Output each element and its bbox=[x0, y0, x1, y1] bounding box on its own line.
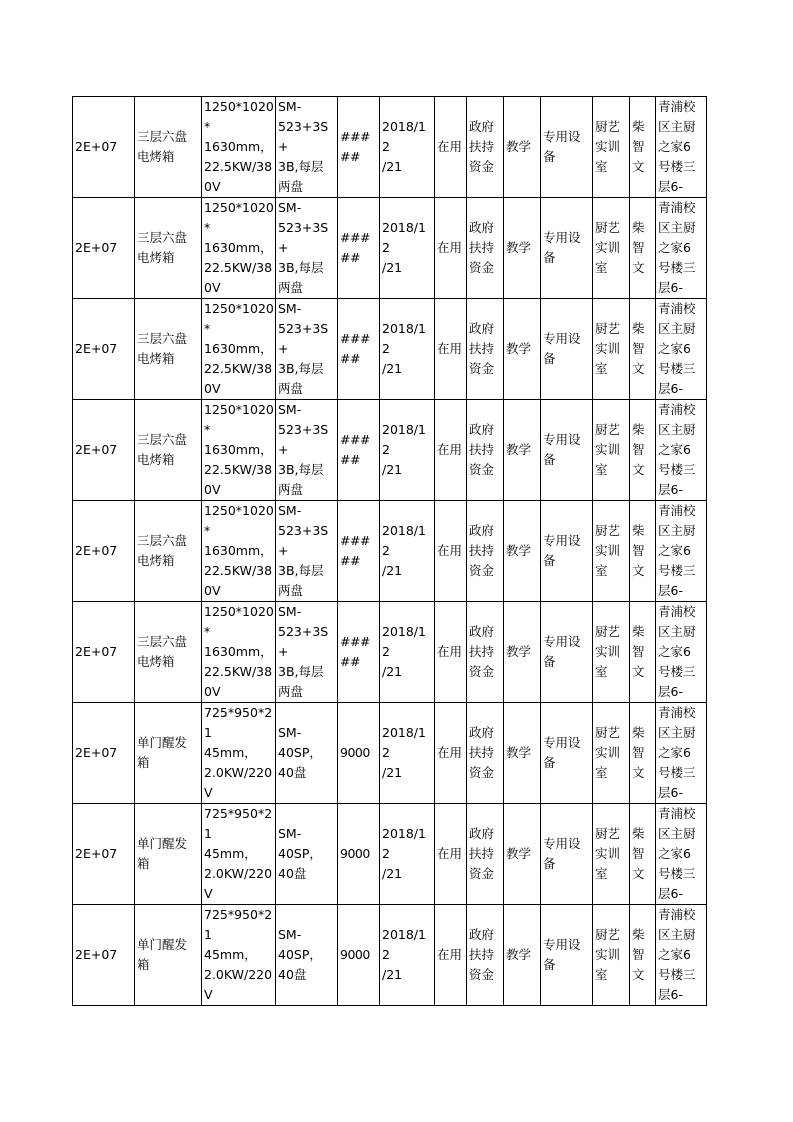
usage-cell: 教学 bbox=[504, 97, 541, 198]
table-row bbox=[73, 501, 707, 602]
status-cell: 在用 bbox=[435, 703, 467, 804]
category-cell: 专用设 备 bbox=[541, 804, 593, 905]
category-cell: 专用设 备 bbox=[541, 905, 593, 1006]
asset-name-cell: 三层六盘 电烤箱 bbox=[135, 400, 202, 501]
spec-cell: 1250*1020* 1630mm， 22.5KW/38 0V bbox=[202, 198, 276, 299]
fund-source-cell: 政府 扶持 资金 bbox=[467, 400, 504, 501]
category-cell: 专用设 备 bbox=[541, 501, 593, 602]
model-cell: SM- 40SP， 40盘 bbox=[276, 703, 338, 804]
model-cell: SM- 523+3S+ 3B,每层 两盘 bbox=[276, 299, 338, 400]
status-cell: 在用 bbox=[435, 602, 467, 703]
category-cell: 专用设 备 bbox=[541, 602, 593, 703]
status-cell: 在用 bbox=[435, 97, 467, 198]
category-cell: 专用设 备 bbox=[541, 703, 593, 804]
usage-cell: 教学 bbox=[504, 400, 541, 501]
amount-cell: ##### bbox=[338, 97, 380, 198]
fund-source-cell: 政府 扶持 资金 bbox=[467, 804, 504, 905]
asset-code-cell: 2E+07 bbox=[73, 299, 135, 400]
asset-code-cell: 2E+07 bbox=[73, 602, 135, 703]
custodian-cell: 柴 智 文 bbox=[630, 198, 656, 299]
fund-source-cell: 政府 扶持 资金 bbox=[467, 602, 504, 703]
table-body bbox=[73, 97, 707, 1006]
amount-cell: ##### bbox=[338, 299, 380, 400]
model-cell: SM- 523+3S+ 3B,每层 两盘 bbox=[276, 602, 338, 703]
status-cell: 在用 bbox=[435, 905, 467, 1006]
department-cell: 厨艺 实训 室 bbox=[593, 198, 630, 299]
asset-name-cell: 三层六盘 电烤箱 bbox=[135, 501, 202, 602]
table-row bbox=[73, 299, 707, 400]
model-cell: SM- 40SP， 40盘 bbox=[276, 905, 338, 1006]
table-row bbox=[73, 198, 707, 299]
model-cell: SM- 523+3S+ 3B,每层 两盘 bbox=[276, 501, 338, 602]
usage-cell: 教学 bbox=[504, 703, 541, 804]
asset-name-cell: 单门醒发 箱 bbox=[135, 905, 202, 1006]
amount-cell: ##### bbox=[338, 198, 380, 299]
category-cell: 专用设 备 bbox=[541, 299, 593, 400]
amount-cell: ##### bbox=[338, 602, 380, 703]
category-cell: 专用设 备 bbox=[541, 198, 593, 299]
status-cell: 在用 bbox=[435, 501, 467, 602]
department-cell: 厨艺 实训 室 bbox=[593, 501, 630, 602]
spec-cell: 1250*1020* 1630mm， 22.5KW/38 0V bbox=[202, 97, 276, 198]
custodian-cell: 柴 智 文 bbox=[630, 905, 656, 1006]
custodian-cell: 柴 智 文 bbox=[630, 501, 656, 602]
category-cell: 专用设 备 bbox=[541, 400, 593, 501]
asset-code-cell: 2E+07 bbox=[73, 804, 135, 905]
amount-cell: 9000 bbox=[338, 905, 380, 1006]
department-cell: 厨艺 实训 室 bbox=[593, 299, 630, 400]
table-row bbox=[73, 97, 707, 198]
department-cell: 厨艺 实训 室 bbox=[593, 804, 630, 905]
amount-cell: ##### bbox=[338, 501, 380, 602]
model-cell: SM- 523+3S+ 3B,每层 两盘 bbox=[276, 97, 338, 198]
asset-name-cell: 三层六盘 电烤箱 bbox=[135, 97, 202, 198]
asset-code-cell: 2E+07 bbox=[73, 97, 135, 198]
department-cell: 厨艺 实训 室 bbox=[593, 602, 630, 703]
custodian-cell: 柴 智 文 bbox=[630, 400, 656, 501]
asset-name-cell: 三层六盘 电烤箱 bbox=[135, 602, 202, 703]
custodian-cell: 柴 智 文 bbox=[630, 703, 656, 804]
status-cell: 在用 bbox=[435, 299, 467, 400]
fund-source-cell: 政府 扶持 资金 bbox=[467, 703, 504, 804]
usage-cell: 教学 bbox=[504, 602, 541, 703]
status-cell: 在用 bbox=[435, 198, 467, 299]
date-cell: 2018/12 /21 bbox=[380, 299, 435, 400]
asset-code-cell: 2E+07 bbox=[73, 501, 135, 602]
fund-source-cell: 政府 扶持 资金 bbox=[467, 97, 504, 198]
custodian-cell: 柴 智 文 bbox=[630, 602, 656, 703]
fund-source-cell: 政府 扶持 资金 bbox=[467, 905, 504, 1006]
table-row bbox=[73, 804, 707, 905]
location-cell: 青浦校 区主厨 之家6 号楼三 层6- bbox=[656, 804, 707, 905]
status-cell: 在用 bbox=[435, 804, 467, 905]
custodian-cell: 柴 智 文 bbox=[630, 97, 656, 198]
date-cell: 2018/12 /21 bbox=[380, 905, 435, 1006]
amount-cell: 9000 bbox=[338, 703, 380, 804]
location-cell: 青浦校 区主厨 之家6 号楼三 层6- bbox=[656, 97, 707, 198]
usage-cell: 教学 bbox=[504, 905, 541, 1006]
category-cell: 专用设 备 bbox=[541, 97, 593, 198]
amount-cell: 9000 bbox=[338, 804, 380, 905]
fund-source-cell: 政府 扶持 资金 bbox=[467, 198, 504, 299]
asset-code-cell: 2E+07 bbox=[73, 905, 135, 1006]
location-cell: 青浦校 区主厨 之家6 号楼三 层6- bbox=[656, 905, 707, 1006]
spec-cell: 725*950*21 45mm， 2.0KW/220 V bbox=[202, 703, 276, 804]
date-cell: 2018/12 /21 bbox=[380, 602, 435, 703]
spec-cell: 1250*1020* 1630mm， 22.5KW/38 0V bbox=[202, 400, 276, 501]
asset-code-cell: 2E+07 bbox=[73, 198, 135, 299]
spec-cell: 725*950*21 45mm， 2.0KW/220 V bbox=[202, 804, 276, 905]
location-cell: 青浦校 区主厨 之家6 号楼三 层6- bbox=[656, 299, 707, 400]
date-cell: 2018/12 /21 bbox=[380, 400, 435, 501]
model-cell: SM- 40SP， 40盘 bbox=[276, 804, 338, 905]
location-cell: 青浦校 区主厨 之家6 号楼三 层6- bbox=[656, 602, 707, 703]
date-cell: 2018/12 /21 bbox=[380, 97, 435, 198]
asset-code-cell: 2E+07 bbox=[73, 703, 135, 804]
asset-table bbox=[72, 96, 707, 1006]
location-cell: 青浦校 区主厨 之家6 号楼三 层6- bbox=[656, 501, 707, 602]
model-cell: SM- 523+3S+ 3B,每层 两盘 bbox=[276, 198, 338, 299]
table-row bbox=[73, 602, 707, 703]
date-cell: 2018/12 /21 bbox=[380, 804, 435, 905]
usage-cell: 教学 bbox=[504, 804, 541, 905]
table-row bbox=[73, 905, 707, 1006]
department-cell: 厨艺 实训 室 bbox=[593, 703, 630, 804]
fund-source-cell: 政府 扶持 资金 bbox=[467, 501, 504, 602]
spec-cell: 1250*1020* 1630mm， 22.5KW/38 0V bbox=[202, 501, 276, 602]
custodian-cell: 柴 智 文 bbox=[630, 804, 656, 905]
asset-code-cell: 2E+07 bbox=[73, 400, 135, 501]
amount-cell: ##### bbox=[338, 400, 380, 501]
usage-cell: 教学 bbox=[504, 501, 541, 602]
custodian-cell: 柴 智 文 bbox=[630, 299, 656, 400]
usage-cell: 教学 bbox=[504, 299, 541, 400]
location-cell: 青浦校 区主厨 之家6 号楼三 层6- bbox=[656, 703, 707, 804]
usage-cell: 教学 bbox=[504, 198, 541, 299]
date-cell: 2018/12 /21 bbox=[380, 501, 435, 602]
location-cell: 青浦校 区主厨 之家6 号楼三 层6- bbox=[656, 198, 707, 299]
department-cell: 厨艺 实训 室 bbox=[593, 905, 630, 1006]
location-cell: 青浦校 区主厨 之家6 号楼三 层6- bbox=[656, 400, 707, 501]
table-row bbox=[73, 400, 707, 501]
model-cell: SM- 523+3S+ 3B,每层 两盘 bbox=[276, 400, 338, 501]
department-cell: 厨艺 实训 室 bbox=[593, 97, 630, 198]
asset-name-cell: 三层六盘 电烤箱 bbox=[135, 198, 202, 299]
fund-source-cell: 政府 扶持 资金 bbox=[467, 299, 504, 400]
spec-cell: 725*950*21 45mm， 2.0KW/220 V bbox=[202, 905, 276, 1006]
department-cell: 厨艺 实训 室 bbox=[593, 400, 630, 501]
date-cell: 2018/12 /21 bbox=[380, 703, 435, 804]
date-cell: 2018/12 /21 bbox=[380, 198, 435, 299]
table-row bbox=[73, 703, 707, 804]
asset-name-cell: 三层六盘 电烤箱 bbox=[135, 299, 202, 400]
spec-cell: 1250*1020* 1630mm， 22.5KW/38 0V bbox=[202, 602, 276, 703]
asset-name-cell: 单门醒发 箱 bbox=[135, 804, 202, 905]
status-cell: 在用 bbox=[435, 400, 467, 501]
asset-name-cell: 单门醒发 箱 bbox=[135, 703, 202, 804]
spec-cell: 1250*1020* 1630mm， 22.5KW/38 0V bbox=[202, 299, 276, 400]
